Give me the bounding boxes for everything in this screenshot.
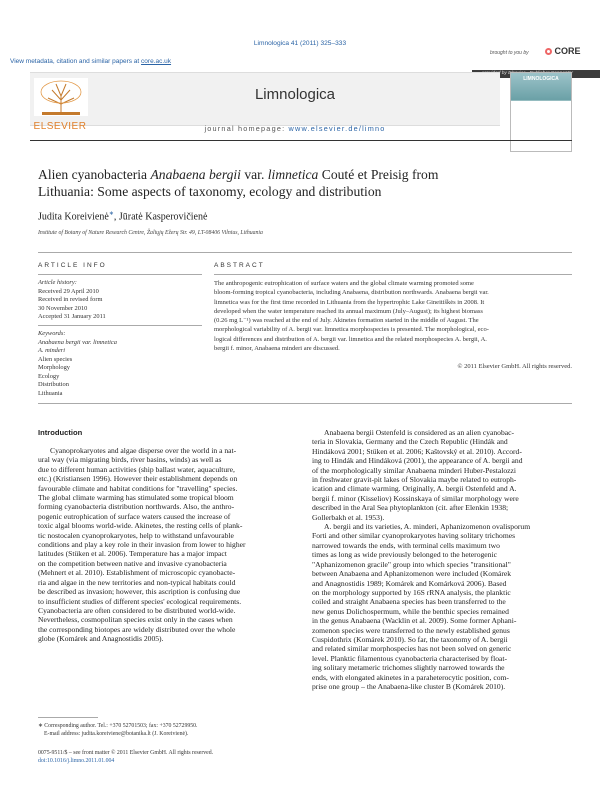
body-line: prise one group – the Anabaena-like cluster B (Komárek 2010).	[312, 681, 506, 691]
intro-line: The global climate warming has stimulated some tropical bloom	[38, 493, 234, 503]
title-taxon: Anabaena bergii	[150, 167, 241, 182]
homepage-link[interactable]: www.elsevier.de/limno	[288, 124, 386, 133]
body-line: in the genus Anabaena (Wacklin et al. 2009). Some former Aphani-	[312, 616, 517, 626]
keywords	[38, 330, 202, 398]
body-line: Forti and other similar cyanoprokaryotes having solitary trichomes	[312, 531, 516, 541]
body-line: narrowed towards the ends, with terminal cells maximum two	[312, 540, 500, 550]
abstract-line: (0.26 mg L⁻¹) was reached at the end of July. Akinetes formation started in the middle of August. The	[214, 317, 479, 325]
body-line: Cuspidothrix (Komárek 2010). So far, the taxonomy of A. bergii	[312, 634, 508, 644]
body-line: A. bergii and its varieties, A. minderi, Aphanizomenon ovalisporum	[324, 522, 531, 532]
email-note: E-mail address: judita.koreiviene@botanika.lt (J. Koreivienė).	[44, 731, 189, 737]
history-item: 30 November 2010	[38, 304, 88, 312]
title-line-2: Lithuania: Some aspects of taxonomy, ecology and distribution	[38, 184, 382, 199]
body-line: in freshwater gravit-pit lakes of Slovakia maybe related to eutroph-	[312, 475, 517, 485]
intro-line: due to different human activities (ship ballast water, aquaculture,	[38, 464, 235, 474]
body-line: of the morphologically similar Anabaena minderi Huber-Pestalozzi	[312, 465, 516, 475]
body-line: Hindáková 2001; Stüken et al. 2006; Kaštovský et al. 2010). Accord-	[312, 446, 522, 456]
intro-line: be described as invasion; however, this ascription is confusing due	[38, 587, 241, 597]
intro-line: etc.) (Kristiansen 1996). However their establishment depends on	[38, 474, 238, 484]
intro-line: tic nostocalen cyanoprokaryotes, help to withstand unfavourable	[38, 530, 234, 540]
intro-line: Cyanobacteria are often considered to be distributed world-wide.	[38, 605, 236, 615]
intro-line: ural way (via migrating birds, river basins, winds) as well as	[38, 455, 222, 465]
body-line: times as long as wide previously belonged to the heterogenic	[312, 550, 497, 560]
intro-line: ria and algae in the new territories and non-typical habitats could	[38, 577, 236, 587]
abstract-line: developed when the water temperature reached its annual maximum (July–August); its highest biomass	[214, 307, 483, 315]
title-part: var.	[240, 167, 268, 182]
title-part: Alien cyanobacteria	[38, 167, 151, 182]
cover-title: LIMNOLOGICA	[523, 76, 559, 82]
right-column-text	[312, 428, 574, 691]
body-line: teria in Slovakia, Germany and the Czech Republic (Hindák and	[312, 437, 508, 447]
keyword: Alien species	[38, 355, 73, 363]
abstract-line: bergii f. minor, Anabaena minderi are discussed.	[214, 345, 340, 353]
abstract-line: logical differences and distribution of A. bergii var. limnetica and the related morphospecies A. bergii, A.	[214, 335, 487, 343]
abstract-line: The anthropogenic eutrophication of surface waters and the global climate warming promoted some	[214, 280, 474, 287]
intro-line: (Mehnert et al. 2010). Establishment of microscopic cyanobacte-	[38, 568, 236, 578]
body-line: between Anabaena and Aphanizomenon were included (Komárek	[312, 569, 512, 579]
intro-line: to insufficient studies of different species' ecological requirements.	[38, 596, 242, 606]
body-line: ends, with elongated akinetes in a paraheterocytic position, com-	[312, 672, 509, 682]
author-2: , Jūratė Kasperovičienė	[113, 211, 208, 223]
keyword: Lithuania	[38, 389, 63, 397]
authors	[38, 210, 207, 222]
intro-line: favourable climate and habitat conditions for "travelling" species.	[38, 483, 238, 493]
body-line: zomenon species were transferred to the newly established genus	[312, 625, 510, 635]
abstract-line: limnetica was for the first time recorded in Lithuania from the hypertrophic Lake Gineitiškės in 2008. It	[214, 298, 485, 306]
body-line: Anabaena bergii Ostenfeld is considered as an alien cyanobac-	[324, 428, 515, 437]
body-line: and related similar morphospecies has not been solved on generic	[312, 644, 512, 654]
journal-reference: Limnologica 41 (2011) 325–333	[253, 40, 347, 47]
body-line: ing solitary metameric trichomes slightly narrowed towards the	[312, 663, 505, 673]
keyword: A. minderi	[38, 347, 65, 354]
abstract-rule	[214, 274, 572, 275]
core-view-label: View metadata, citation and similar papers at	[10, 58, 142, 65]
keywords-label: Keywords:	[38, 330, 66, 337]
intro-line: Cyanoprokaryotes and algae disperse over the world in a nat-	[50, 446, 237, 455]
intro-line: pogenic eutrophication of surface waters caused the increase of	[38, 511, 231, 521]
core-brought: brought to you by	[490, 50, 529, 56]
journal-homepage	[90, 124, 500, 133]
body-line: described in the Aral Sea phytoplankton (cit. after Elenkin 1938;	[312, 503, 509, 513]
body-line: on the morphology supported by 16S rRNA analysis, the planktic	[312, 587, 511, 597]
keywords-rule	[38, 325, 202, 326]
intro-text	[38, 446, 300, 644]
body-line: ing to Hindák and Hindáková (2001), the appearance of A. bergii and	[312, 456, 523, 466]
body-line: new genus Dolichospermum, while the benthic species remained	[312, 606, 509, 616]
affiliation: Institute of Botany of Nature Research Centre, Žaliųjų Ežerų Str. 49, LT-08406 Vilnius, Lithuania	[38, 230, 263, 236]
corresponding-mark[interactable]: ∗	[108, 211, 114, 217]
core-provided: by	[501, 71, 507, 76]
elsevier-tree-icon	[34, 78, 88, 116]
article-info-heading: ARTICLE INFO	[38, 262, 107, 269]
issn-note: 0075-9511/$ – see front matter © 2011 Elsevier GmbH. All rights reserved.	[38, 750, 214, 756]
article-history	[38, 279, 202, 322]
body-line: bergii f. minor (Kisseliov) Kossinskaya of similar morphology were	[312, 493, 519, 503]
title-part: Couté et Preisig from	[318, 167, 439, 182]
article-info-rule	[38, 274, 202, 275]
abstract-copyright: © 2011 Elsevier GmbH. All rights reserved.	[457, 363, 572, 371]
header-rule	[30, 140, 572, 141]
intro-line: latitudes (Stüken et al. 2006). Temperature has a major impact	[38, 549, 227, 559]
history-label: Article history:	[38, 279, 77, 286]
intro-line: conditions and play a key role in their invasion from lower to higher	[38, 540, 246, 550]
body-line: and Anagnostidis 1989; Komárek and Komárková 2006). Based	[312, 578, 507, 588]
intro-line: the corresponding biotopes are widely distributed over the whole	[38, 624, 236, 634]
core-brand[interactable]	[545, 46, 581, 56]
footnotes	[38, 722, 300, 738]
journal-name: Limnologica	[254, 86, 336, 103]
intro-line: Nevertheless, cosmopolitan species exist only in the cases when	[38, 615, 233, 625]
keyword: Ecology	[38, 372, 60, 380]
core-banner	[0, 58, 600, 70]
core-brand-label: CORE	[554, 46, 581, 56]
front-matter	[38, 749, 300, 765]
core-logo-icon	[545, 48, 552, 55]
footnote-rule	[38, 717, 98, 718]
publisher-logo-text: ELSEVIER	[33, 121, 87, 132]
body-line: coiled and straight Anabaena species has been transferred to the	[312, 597, 506, 607]
info-bottom-rule	[38, 403, 572, 404]
title-line-1	[38, 166, 578, 183]
author-1: Judita Koreivienė	[38, 211, 109, 223]
article-title	[38, 166, 578, 200]
intro-line: globe (Komárek and Anagnostidis 2005).	[38, 634, 164, 644]
body-line: Gollerbakh et al. 1953).	[312, 512, 385, 522]
keyword: Morphology	[38, 364, 70, 371]
keyword: Anabaena bergii var. limnetica	[38, 338, 117, 346]
history-item: Accepted 31 January 2011	[38, 313, 106, 320]
history-item: Received in revised form	[38, 296, 103, 303]
intro-line: toxic algal blooms world-wide. Akinetes, the resting cells of plank-	[38, 521, 243, 531]
abstract-heading: ABSTRACT	[214, 262, 265, 269]
intro-heading: Introduction	[38, 428, 83, 437]
intro-line: on the competition between native and invasive cyanobacteria	[38, 558, 227, 568]
core-view-text	[10, 58, 171, 65]
intro-line: forming cyanobacteria distribution northwards. Also, the anthro-	[38, 502, 235, 512]
title-variety: limnetica	[267, 167, 319, 182]
core-link[interactable]: core.ac.uk	[141, 58, 172, 65]
corresponding-note: ∗ Corresponding author. Tel.: +370 52701503; fax: +370 52729950.	[38, 723, 198, 729]
info-top-rule	[38, 252, 572, 253]
body-line: ication and climate warming. Originally, A. bergii Ostenfeld and A.	[312, 484, 517, 494]
abstract-text	[214, 279, 572, 372]
abstract-line: morphological variability of A. bergii var. limnetica morphospecies is presented. The morphological, eco-	[214, 326, 489, 334]
history-item: Received 29 April 2010	[38, 287, 99, 295]
body-line: level. Planktic filamentous cyanobacteria characterised by float-	[312, 653, 508, 663]
body-line: "Aphanizomenon gracile" group into which species "transitional"	[312, 559, 511, 569]
homepage-label: journal homepage:	[204, 124, 289, 133]
doi-link[interactable]: doi:10.1016/j.limno.2011.01.004	[38, 758, 115, 764]
abstract-line: bloom-forming tropical cyanobacteria, including Anabaena, distribution northwards. Anabaena bergii var.	[214, 289, 489, 297]
keyword: Distribution	[38, 381, 69, 388]
